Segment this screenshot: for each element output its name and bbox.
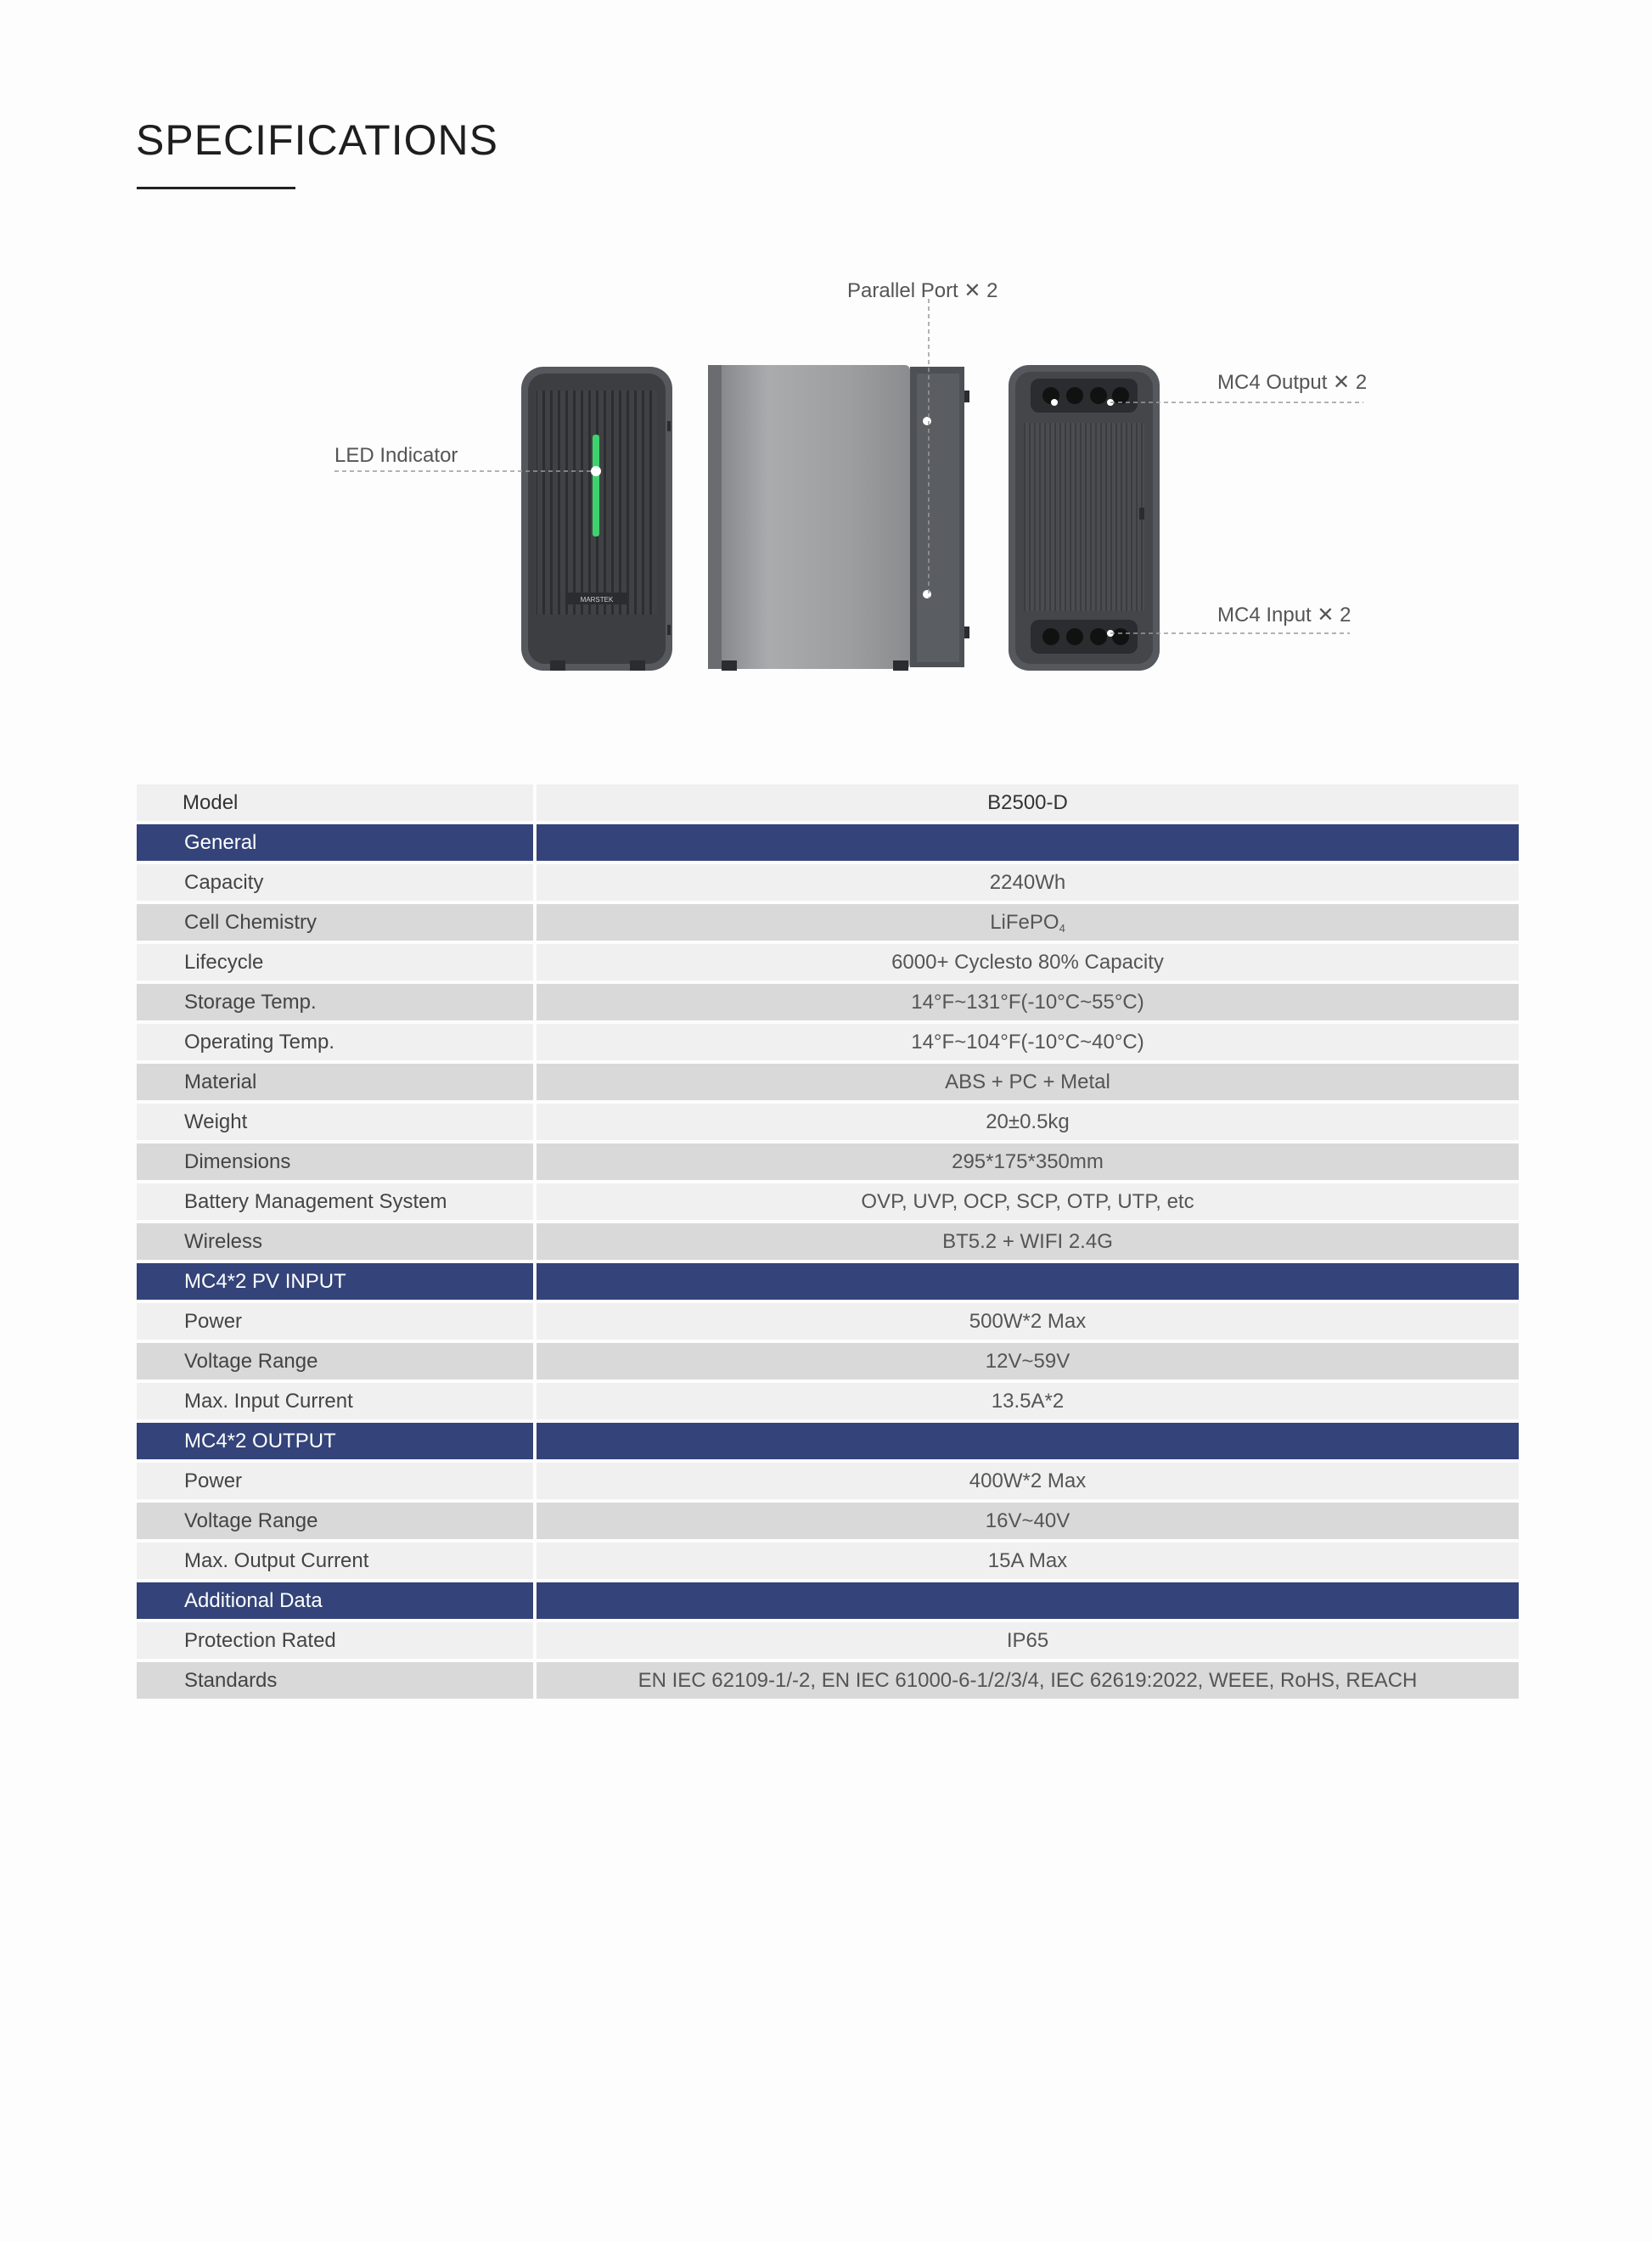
spec-label: Storage Temp. [137, 984, 537, 1024]
spec-value [537, 904, 1519, 944]
spec-label: Battery Management System [137, 1183, 537, 1223]
parallel-port-callout: Parallel Port ✕ 2 [847, 279, 998, 302]
brand-logo: MARSTEK [580, 596, 614, 604]
section-title: MC4*2 PV INPUT [137, 1263, 537, 1303]
table-row [137, 1343, 1519, 1383]
spec-label: Lifecycle [137, 944, 537, 984]
section-title: Additional Data [137, 1582, 537, 1622]
spec-label: Max. Input Current [137, 1383, 537, 1423]
section-title: MC4*2 OUTPUT [137, 1423, 537, 1463]
spec-value: 6000+ Cyclesto 80% Capacity [537, 944, 1519, 984]
spec-label: Capacity [137, 864, 537, 904]
mc4-output-callout: MC4 Output ✕ 2 [1217, 371, 1368, 394]
spec-label: Standards [137, 1662, 537, 1702]
spec-value: 12V~59V [537, 1343, 1519, 1383]
spec-value: 13.5A*2 [537, 1383, 1519, 1423]
led-indicator-icon [593, 435, 599, 537]
title-underline [137, 187, 295, 189]
table-row [137, 1542, 1519, 1582]
spec-label: Voltage Range [137, 1343, 537, 1383]
led-indicator-callout: LED Indicator [334, 444, 458, 467]
table-row [137, 1223, 1519, 1263]
table-row [137, 1143, 1519, 1183]
table-row [137, 1064, 1519, 1104]
spec-label: Cell Chemistry [137, 904, 537, 944]
table-row [137, 1383, 1519, 1423]
table-row [137, 1622, 1519, 1662]
spec-value: 500W*2 Max [537, 1303, 1519, 1343]
spec-label: Wireless [137, 1223, 537, 1263]
table-row [137, 904, 1519, 944]
spec-label: Power [137, 1303, 537, 1343]
specifications-table [137, 784, 1519, 1702]
spec-value: IP65 [537, 1622, 1519, 1662]
spec-value: OVP, UVP, OCP, SCP, OTP, UTP, etc [537, 1183, 1519, 1223]
spec-value: 295*175*350mm [537, 1143, 1519, 1183]
section-header-general [137, 824, 1519, 864]
side-view [708, 365, 969, 671]
spec-label: Power [137, 1463, 537, 1503]
spec-value: 400W*2 Max [537, 1463, 1519, 1503]
table-row [137, 1303, 1519, 1343]
section-header-pv-input [137, 1263, 1519, 1303]
section-title: General [137, 824, 537, 864]
table-row [137, 1463, 1519, 1503]
model-label: Model [137, 784, 537, 824]
chemistry-text: LiFePO [990, 910, 1059, 934]
back-view [1009, 365, 1160, 671]
spec-label: Dimensions [137, 1143, 537, 1183]
table-row [137, 1183, 1519, 1223]
spec-value: 14°F~104°F(-10°C~40°C) [537, 1024, 1519, 1064]
table-row [137, 944, 1519, 984]
model-value: B2500-D [537, 784, 1519, 824]
spec-value: ABS + PC + Metal [537, 1064, 1519, 1104]
spec-value: 2240Wh [537, 864, 1519, 904]
front-view [521, 367, 672, 671]
section-header-output [137, 1423, 1519, 1463]
spec-value: 15A Max [537, 1542, 1519, 1582]
spec-value: EN IEC 62109-1/-2, EN IEC 61000-6-1/2/3/4, IEC 62619:2022, WEEE, RoHS, REACH [537, 1662, 1519, 1702]
spec-value: BT5.2 + WIFI 2.4G [537, 1223, 1519, 1263]
product-diagram [0, 255, 1652, 696]
chemistry-subscript: 4 [1059, 921, 1065, 935]
table-row [137, 1104, 1519, 1143]
table-row-model [137, 784, 1519, 824]
mc4-input-callout: MC4 Input ✕ 2 [1217, 604, 1351, 627]
spec-label: Material [137, 1064, 537, 1104]
spec-value: 16V~40V [537, 1503, 1519, 1542]
spec-label: Max. Output Current [137, 1542, 537, 1582]
spec-label: Protection Rated [137, 1622, 537, 1662]
table-row [137, 1503, 1519, 1542]
spec-value: 14°F~131°F(-10°C~55°C) [537, 984, 1519, 1024]
spec-label: Operating Temp. [137, 1024, 537, 1064]
table-row [137, 864, 1519, 904]
table-row [137, 1662, 1519, 1702]
spec-label: Voltage Range [137, 1503, 537, 1542]
table-row [137, 1024, 1519, 1064]
spec-label: Weight [137, 1104, 537, 1143]
section-header-additional [137, 1582, 1519, 1622]
spec-value: 20±0.5kg [537, 1104, 1519, 1143]
product-views-illustration [0, 255, 1652, 696]
table-row [137, 984, 1519, 1024]
page-title: SPECIFICATIONS [136, 116, 499, 164]
